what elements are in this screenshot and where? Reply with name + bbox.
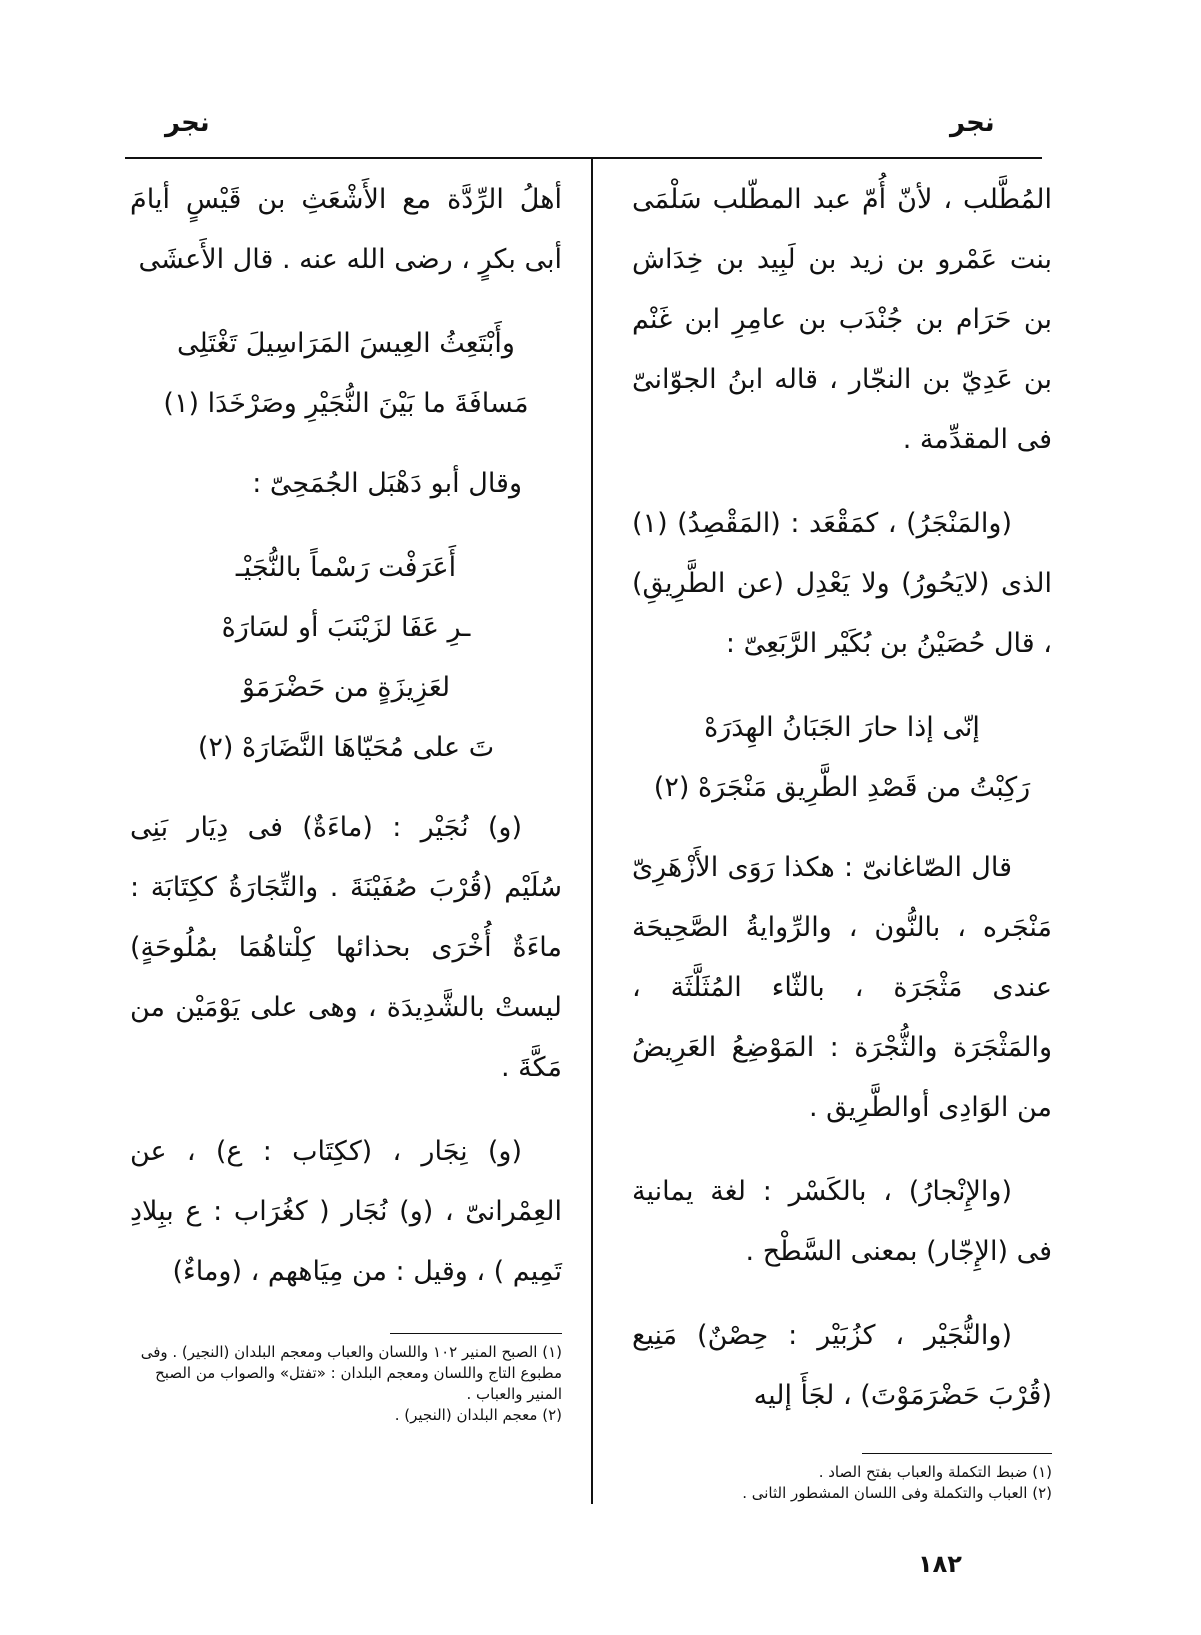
verse-line: ـرِ عَفَا لزَيْنَبَ أو لسَارَهْ [221, 612, 471, 643]
footnotes-right [680, 1462, 1052, 1504]
left-column [130, 170, 562, 1326]
right-paragraph-5: (والنُّجَيْر ، كزُبَيْر : حِصْنٌ) مَنِيع (قُرْبَ حَضْرَمَوْتَ) ، لجَأَ إليه [632, 1320, 1052, 1411]
left-verse-2 [130, 538, 562, 778]
left-verse-1 [130, 314, 562, 434]
verse-line: لعَزِيزَةٍ من حَضْرَمَوْ [241, 672, 451, 703]
header-rule [125, 157, 1042, 159]
footnote: (٢) معجم البلدان (النجير) . [394, 1406, 562, 1424]
running-header-left: نجر [165, 108, 210, 138]
right-paragraph-2: (والمَنْجَرُ) ، كمَقْعَد : (المَقْصِدُ) (١) الذى (لايَحُورُ) ولا يَعْدِل (عن الطَّرِيقِ) ، قال حُصَيْنُ بن بُكَيْر الرَّبَعِىّ : [632, 508, 1052, 659]
verse-line: تَ على مُحَيّاهَا النَّضَارَهْ (٢) [197, 732, 495, 763]
footnote: (١) ضبط التكملة والعباب بفتح الصاد . [818, 1463, 1052, 1481]
footnotes-left [130, 1342, 562, 1426]
footnote: (٢) العباب والتكملة وفى اللسان المشطور الثانى . [742, 1484, 1052, 1502]
footnote: (١) الصبح المنير ١٠٢ واللسان والعباب ومعجم البلدان (النجير) . وفى مطبوع التاج واللسان ومعجم البلدان : «تفتل» والصواب من الصبح المنير والعباب . [140, 1343, 562, 1403]
left-paragraph-3: (و) نُجَيْر : (ماءَةٌ) فى دِيَار بَنِى سُلَيْم (قُرْبَ صُفَيْنَةَ . والتِّجَارَةُ ككِتَابَة : ماءَةٌ أُخْرَى بحذائها كِلْتاهُمَا بمُلُوحَةٍ) ليستْ بالشَّدِيدَة ، وهى على يَوْمَيْن من مَكَّةَ . [130, 812, 562, 1083]
right-paragraph-1: المُطَّلب ، لأنّ أُمّ عبد المطّلب سَلْمَى بنت عَمْرو بن زيد بن لَبِيد بن خِدَاش بن حَرَام بن جُنْدَب بن عامِرِ ابن غَنْم بن عَدِيّ بن النجّار ، قاله ابنُ الجوّانىّ فى المقدِّمة . [632, 184, 1052, 455]
left-paragraph-1: أهلُ الرِّدَّة مع الأَشْعَثِ بن قَيْسٍ أيامَ أبى بكرٍ ، رضى الله عنه . قال الأَعشَى [130, 184, 562, 275]
left-paragraph-2: وقال أبو دَهْبَل الجُمَحِىّ : [252, 468, 522, 499]
footnote-rule-right [862, 1453, 1052, 1454]
right-paragraph-4: (والإِنْجارُ) ، بالكَسْر : لغة يمانية فى (الإِجّار) بمعنى السَّطْح . [632, 1176, 1052, 1267]
footnote-rule-left [390, 1333, 562, 1334]
right-column [632, 170, 1052, 1450]
verse-line: أَعَرَفْت رَسْماً بالنُّجَيْـ [235, 552, 457, 583]
running-header-right: نجر [950, 108, 995, 138]
left-paragraph-4: (و) نِجَار ، (ككِتَاب : ع) ، عن العِمْرانىّ ، (و) نُجَار ( كغُرَاب : ع ببِلادِ تَمِيم ) ، وقيل : من مِيَاههم ، (وماءٌ) [130, 1136, 562, 1287]
verse-line: إنّى إذا حارَ الجَبَانُ الهِدَرَهْ [704, 712, 980, 743]
verse-line: رَكِبْتُ من قَصْدِ الطَّرِيق مَنْجَرَهْ (٢) [653, 772, 1031, 803]
verse-line: وأَبْتَعِثُ العِيسَ المَرَاسِيلَ تَغْتَلِى [177, 328, 515, 359]
right-verse [632, 698, 1052, 818]
right-paragraph-3: قال الصّاغانىّ : هكذا رَوَى الأَزْهَرِىّ مَنْجَره ، بالنُّون ، والرِّوايةُ الصَّحِيحَة عندى مَثْجَرَة ، بالثّاء المُثَلَّثَة ، والمَثْجَرَة والثُّجْرَة : المَوْضِعُ العَرِيضُ من الوَادِى أوالطَّرِيق . [632, 852, 1052, 1123]
column-divider [591, 159, 593, 1504]
verse-line: مَسافَةَ ما بَيْنَ النُّجَيْرِ وصَرْخَدَا (١) [163, 388, 529, 419]
page-number: ١٨٢ [918, 1550, 962, 1578]
